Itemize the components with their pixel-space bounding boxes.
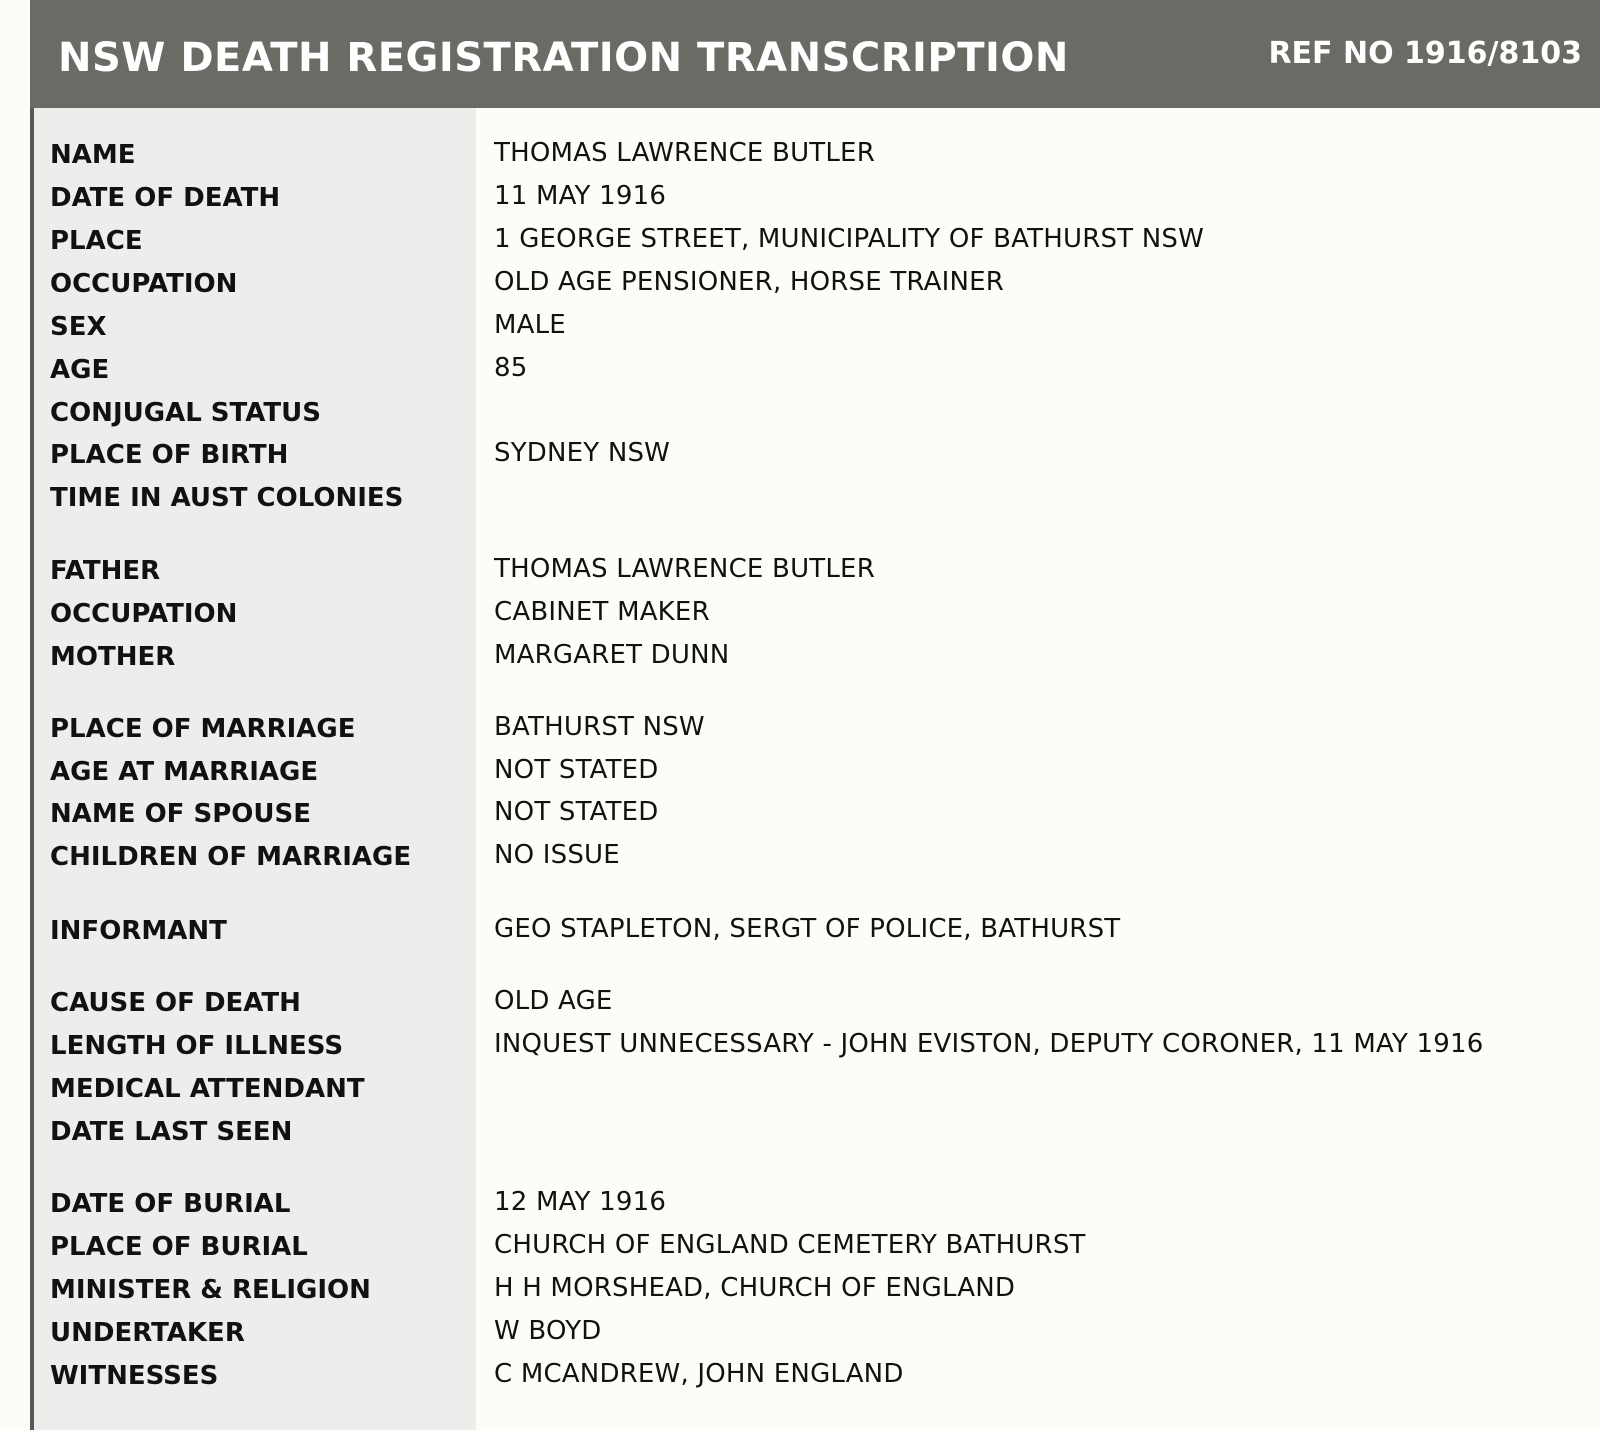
- field-value: C MCANDREW, JOHN ENGLAND: [494, 1359, 904, 1389]
- field-label: PLACE: [50, 226, 143, 256]
- field-label: DATE LAST SEEN: [50, 1117, 293, 1147]
- field-value: THOMAS LAWRENCE BUTLER: [494, 138, 875, 168]
- field-value: OLD AGE PENSIONER, HORSE TRAINER: [494, 267, 1005, 297]
- field-label: NAME OF SPOUSE: [50, 799, 311, 829]
- field-row: [0, 219, 1600, 263]
- field-value: H H MORSHEAD, CHURCH OF ENGLAND: [494, 1273, 1016, 1303]
- field-label: AGE AT MARRIAGE: [50, 757, 319, 787]
- field-row: [0, 592, 1600, 636]
- field-value: CHURCH OF ENGLAND CEMETERY BATHURST: [494, 1230, 1086, 1260]
- field-row: [0, 1354, 1600, 1398]
- field-label: MEDICAL ATTENDANT: [50, 1074, 365, 1104]
- field-label: PLACE OF BIRTH: [50, 440, 289, 470]
- field-label: OCCUPATION: [50, 599, 238, 629]
- page-title: NSW DEATH REGISTRATION TRANSCRIPTION: [58, 35, 1069, 81]
- field-value: NO ISSUE: [494, 840, 620, 870]
- field-label: WITNESSES: [50, 1361, 219, 1391]
- field-label: DATE OF BURIAL: [50, 1189, 291, 1219]
- field-row: [0, 909, 1600, 953]
- field-label: CHILDREN OF MARRIAGE: [50, 842, 412, 872]
- header-bar: [30, 0, 1600, 108]
- field-row: [0, 1225, 1600, 1269]
- field-value: OLD AGE: [494, 986, 613, 1016]
- field-row: [0, 549, 1600, 593]
- field-label: CONJUGAL STATUS: [50, 398, 321, 428]
- field-value: MARGARET DUNN: [494, 640, 730, 670]
- field-label: NAME: [50, 140, 136, 170]
- field-label: OCCUPATION: [50, 269, 238, 299]
- field-row: [0, 635, 1600, 679]
- field-value: NOT STATED: [494, 755, 659, 785]
- field-row: [0, 750, 1600, 794]
- field-row: [0, 1311, 1600, 1355]
- field-value: W BOYD: [494, 1316, 602, 1346]
- field-label: FATHER: [50, 556, 161, 586]
- field-label: DATE OF DEATH: [50, 183, 281, 213]
- field-row: [0, 391, 1600, 435]
- field-value: 1 GEORGE STREET, MUNICIPALITY OF BATHURST NSW: [494, 224, 1204, 254]
- field-row: [0, 433, 1600, 477]
- field-value: GEO STAPLETON, SERGT OF POLICE, BATHURST: [494, 914, 1121, 944]
- field-value: CABINET MAKER: [494, 597, 710, 627]
- field-value: SYDNEY NSW: [494, 438, 671, 468]
- field-row: [0, 792, 1600, 836]
- field-label: UNDERTAKER: [50, 1318, 245, 1348]
- field-label: AGE: [50, 355, 110, 385]
- field-value: NOT STATED: [494, 797, 659, 827]
- field-row: [0, 476, 1600, 520]
- field-label: LENGTH OF ILLNESS: [50, 1031, 344, 1061]
- field-row: [0, 1110, 1600, 1154]
- field-row: [0, 707, 1600, 751]
- field-row: [0, 348, 1600, 392]
- field-value: BATHURST NSW: [494, 712, 705, 742]
- field-value: 12 MAY 1916: [494, 1187, 667, 1217]
- field-row: [0, 1268, 1600, 1312]
- field-label: INFORMANT: [50, 916, 227, 946]
- field-row: [0, 1067, 1600, 1111]
- field-row: [0, 981, 1600, 1025]
- field-value: THOMAS LAWRENCE BUTLER: [494, 554, 875, 584]
- field-value: 11 MAY 1916: [494, 181, 667, 211]
- field-label: SEX: [50, 312, 107, 342]
- field-label: MOTHER: [50, 642, 176, 672]
- field-label: PLACE OF BURIAL: [50, 1232, 308, 1262]
- field-row: [0, 133, 1600, 177]
- field-value: 85: [494, 353, 528, 383]
- field-row: [0, 1024, 1600, 1068]
- field-label: CAUSE OF DEATH: [50, 988, 301, 1018]
- field-label: PLACE OF MARRIAGE: [50, 714, 356, 744]
- field-row: [0, 176, 1600, 220]
- reference-number: REF NO 1916/8103: [1268, 36, 1582, 71]
- field-row: [0, 262, 1600, 306]
- field-value: INQUEST UNNECESSARY - JOHN EVISTON, DEPUTY CORONER, 11 MAY 1916: [494, 1029, 1484, 1059]
- field-label: TIME IN AUST COLONIES: [50, 483, 404, 513]
- field-row: [0, 835, 1600, 879]
- field-row: [0, 1182, 1600, 1226]
- field-row: [0, 305, 1600, 349]
- field-value: MALE: [494, 310, 566, 340]
- field-label: MINISTER & RELIGION: [50, 1275, 371, 1305]
